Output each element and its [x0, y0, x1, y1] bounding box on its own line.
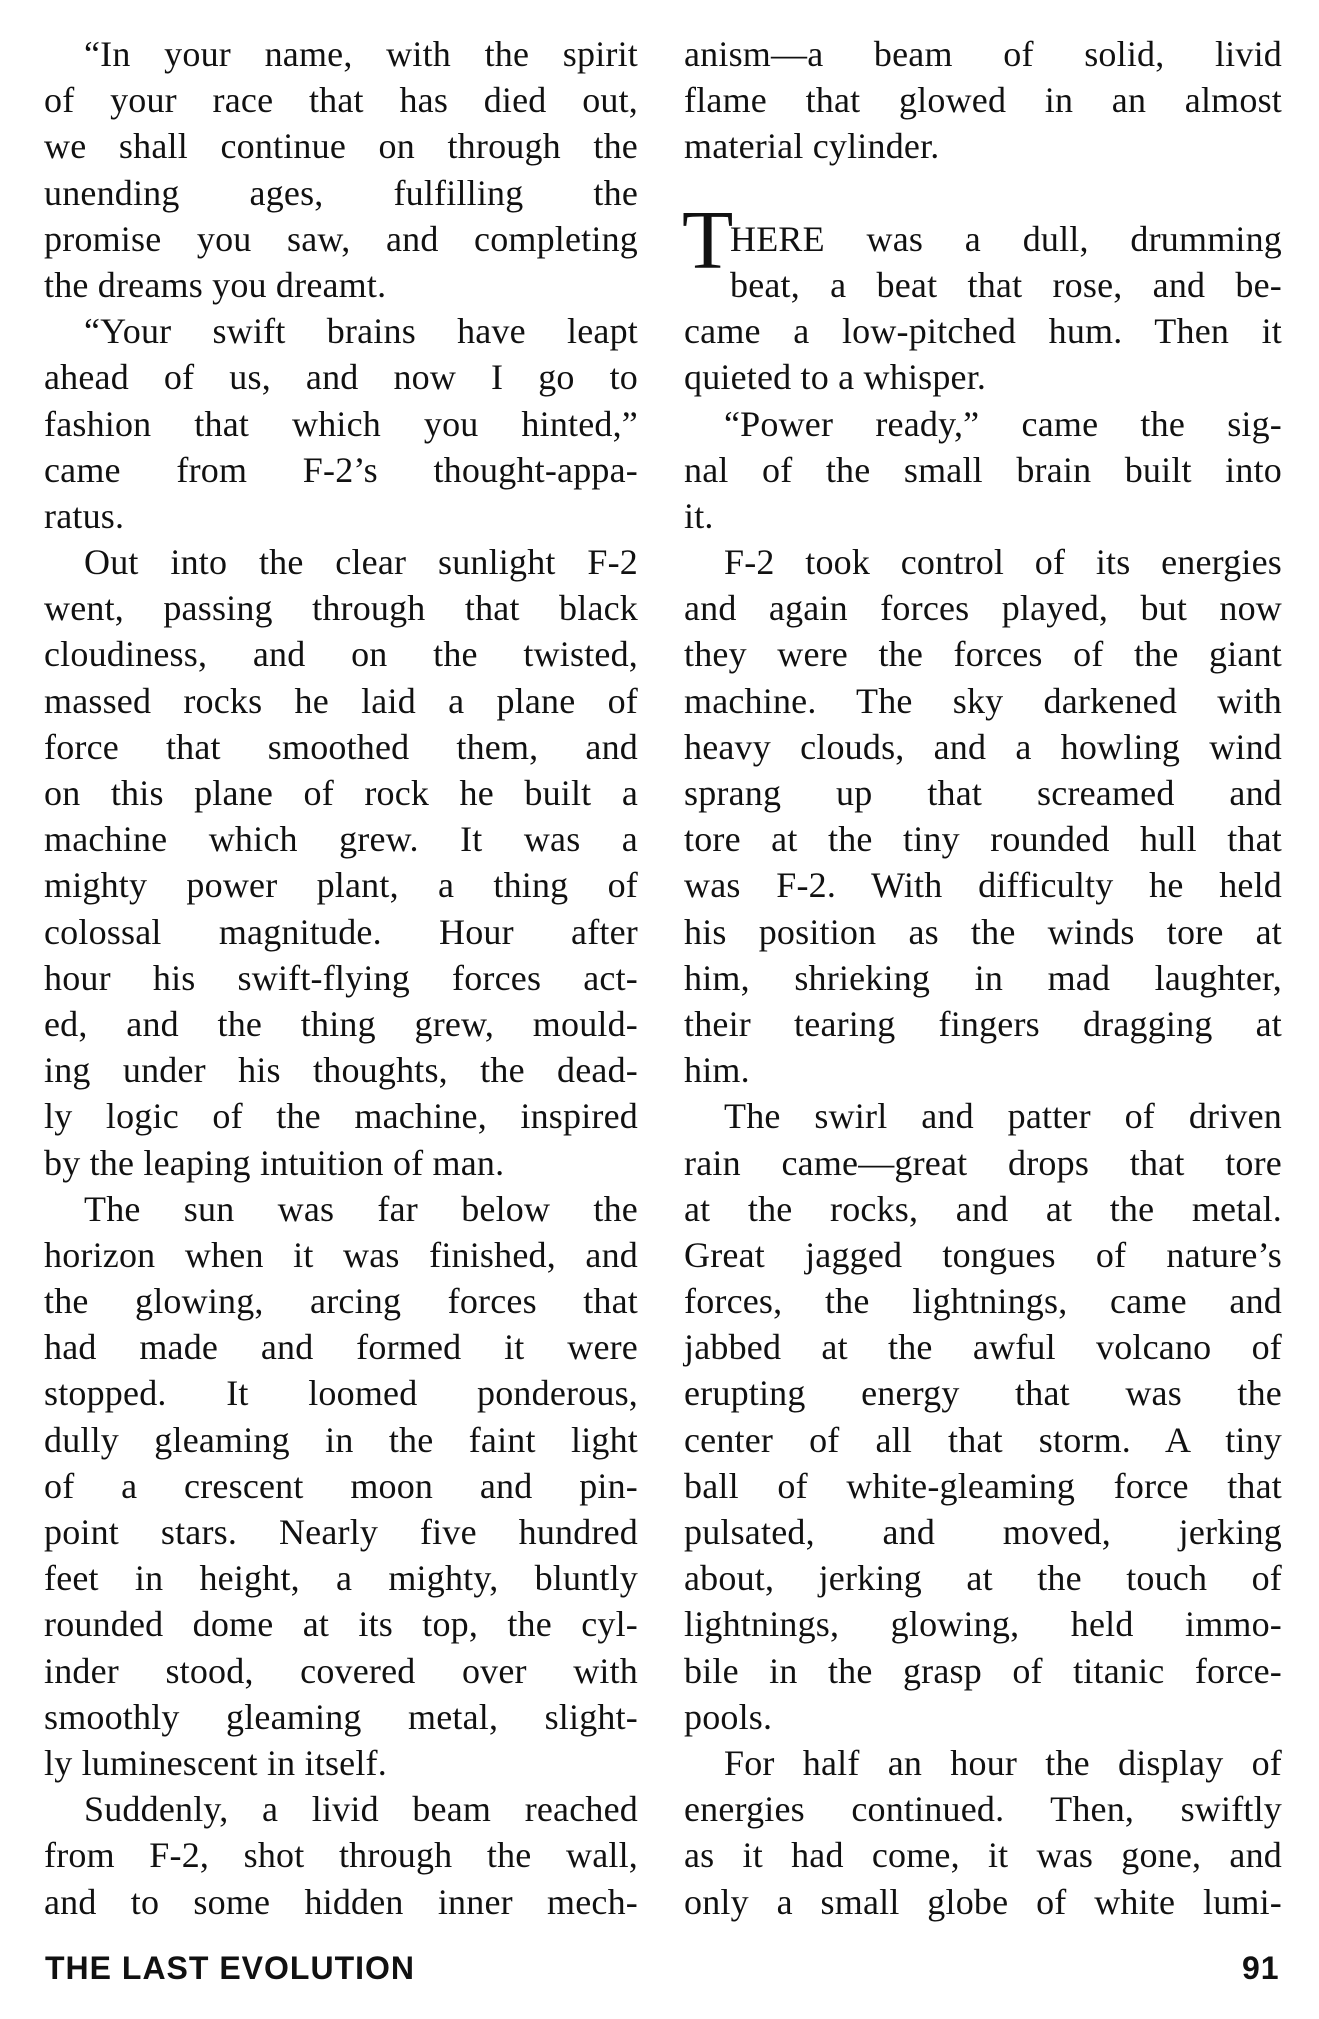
- text-line: ing under his thoughts, the dead-: [44, 1050, 638, 1091]
- text-line: quieted to a whisper.: [684, 357, 987, 398]
- text-line: massed rocks he laid a plane of: [44, 680, 638, 721]
- text-line: bile in the grasp of titanic force-: [684, 1650, 1282, 1691]
- text-column-right: [684, 31, 1282, 1925]
- text-line: [684, 170, 1282, 216]
- text-line: For half an hour the display of: [724, 1742, 1282, 1783]
- text-line: mighty power plant, a thing of: [44, 865, 638, 906]
- text-line: promise you saw, and completing: [44, 218, 638, 259]
- text-line: stopped. It loomed ponderous,: [44, 1373, 638, 1414]
- text-line: flame that glowed in an almost: [684, 80, 1282, 121]
- text-line: ahead of us, and now I go to: [44, 357, 638, 398]
- text-line: Great jagged tongues of nature’s: [684, 1234, 1282, 1275]
- text-line: about, jerking at the touch of: [684, 1558, 1282, 1599]
- text-line: as it had come, it was gone, and: [684, 1835, 1282, 1876]
- text-line: energies continued. Then, swiftly: [684, 1789, 1282, 1830]
- text-line: “In your name, with the spirit: [84, 34, 638, 74]
- text-line: point stars. Nearly five hundred: [44, 1512, 638, 1552]
- text-line: jabbed at the awful volcano of: [684, 1327, 1282, 1368]
- text-line: unending ages, fulfilling the: [44, 172, 638, 213]
- text-line: “Power ready,” came the sig-: [724, 403, 1282, 444]
- text-line: pulsated, and moved, jerking: [684, 1512, 1282, 1552]
- text-line: beat, a beat that rose, and be-: [730, 264, 1282, 305]
- text-line: they were the forces of the giant: [684, 634, 1282, 675]
- text-line: on this plane of rock he built a: [44, 773, 638, 813]
- text-line: him.: [684, 1050, 750, 1091]
- text-line: smoothly gleaming metal, slight-: [44, 1696, 638, 1737]
- text-line: had made and formed it were: [44, 1327, 638, 1368]
- text-line: by the leaping intuition of man.: [44, 1142, 505, 1183]
- text-line: center of all that storm. A tiny: [684, 1419, 1282, 1460]
- text-line: forces, the lightnings, came and: [684, 1281, 1282, 1322]
- text-line: rain came—great drops that tore: [684, 1142, 1282, 1183]
- text-line: inder stood, covered over with: [44, 1650, 638, 1691]
- text-line: ed, and the thing grew, mould-: [44, 1003, 638, 1044]
- text-line: Out into the clear sunlight F-2: [84, 542, 638, 583]
- text-line: feet in height, a mighty, bluntly: [44, 1558, 638, 1599]
- text-line: only a small globe of white lumi-: [684, 1881, 1282, 1922]
- text-line: rounded dome at its top, the cyl-: [44, 1604, 638, 1645]
- running-footer-title: THE LAST EVOLUTION: [45, 1950, 415, 1986]
- text-line: force that smoothed them, and: [44, 726, 638, 767]
- text-line: their tearing fingers dragging at: [684, 1003, 1282, 1044]
- text-line: material cylinder.: [684, 126, 940, 167]
- text-line: it.: [684, 495, 714, 536]
- text-line: anism—a beam of solid, livid: [684, 34, 1282, 74]
- text-line: went, passing through that black: [44, 588, 638, 629]
- drop-cap: T: [682, 194, 734, 287]
- text-line: ratus.: [44, 495, 125, 536]
- text-line: the glowing, arcing forces that: [44, 1281, 638, 1322]
- text-line: tore at the tiny rounded hull that: [684, 819, 1282, 860]
- text-line: nal of the small brain built into: [684, 449, 1282, 490]
- text-line: came a low-pitched hum. Then it: [684, 311, 1282, 352]
- text-line: at the rocks, and at the metal.: [684, 1188, 1282, 1229]
- text-line: fashion that which you hinted,”: [44, 403, 638, 444]
- text-line: The swirl and patter of driven: [724, 1096, 1282, 1137]
- page-number: 91: [1242, 1950, 1280, 1986]
- text-line: from F-2, shot through the wall,: [44, 1835, 638, 1876]
- text-line: hour his swift-flying forces act-: [44, 957, 638, 998]
- text-line: Suddenly, a livid beam reached: [84, 1789, 638, 1830]
- text-line: we shall continue on through the: [44, 126, 638, 167]
- text-line: cloudiness, and on the twisted,: [44, 634, 638, 675]
- text-line: sprang up that screamed and: [684, 773, 1282, 813]
- text-line: was F-2. With difficulty he held: [684, 865, 1282, 906]
- text-line: machine. The sky darkened with: [684, 680, 1282, 721]
- text-line: heavy clouds, and a howling wind: [684, 726, 1282, 767]
- text-line: dully gleaming in the faint light: [44, 1419, 638, 1460]
- text-line: the dreams you dreamt.: [44, 264, 387, 305]
- text-line: him, shrieking in mad laughter,: [684, 957, 1282, 998]
- text-line: The sun was far below the: [84, 1188, 638, 1229]
- text-line: lightnings, glowing, held immo-: [684, 1604, 1282, 1645]
- text-line: ball of white-gleaming force that: [684, 1465, 1282, 1506]
- text-line: ly luminescent in itself.: [44, 1742, 387, 1783]
- text-line: horizon when it was finished, and: [44, 1234, 638, 1275]
- text-line: “Your swift brains have leapt: [84, 311, 638, 352]
- text-column-left: [44, 31, 638, 1925]
- text-line: colossal magnitude. Hour after: [44, 911, 638, 952]
- text-line: of your race that has died out,: [44, 80, 638, 121]
- text-line: came from F-2’s thought-appa-: [44, 449, 638, 490]
- text-line: erupting energy that was the: [684, 1373, 1282, 1414]
- text-line: and again forces played, but now: [684, 588, 1282, 629]
- text-line: ly logic of the machine, inspired: [44, 1096, 638, 1137]
- text-line: his position as the winds tore at: [684, 911, 1282, 952]
- text-line: of a crescent moon and pin-: [44, 1465, 638, 1506]
- text-line: F-2 took control of its energies: [724, 542, 1282, 583]
- text-line: HERE was a dull, drumming: [730, 218, 1282, 259]
- text-line: pools.: [684, 1696, 773, 1737]
- text-line: and to some hidden inner mech-: [44, 1881, 638, 1922]
- text-line: machine which grew. It was a: [44, 819, 638, 860]
